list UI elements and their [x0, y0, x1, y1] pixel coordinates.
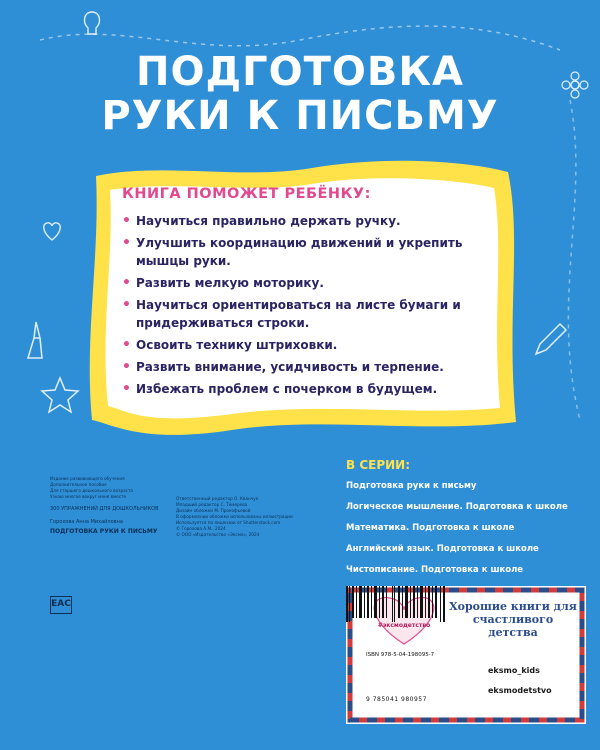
postage-stamp-block	[346, 586, 586, 724]
benefit-item: • Освоить технику штриховки.	[122, 336, 502, 354]
imprint-line: Для старшего дошкольного возраста	[50, 488, 133, 493]
imprint-right-column	[176, 496, 326, 538]
book-title-line-2: РУКИ К ПИСЬМУ	[101, 93, 499, 139]
imprint-category: 300 УПРАЖНЕНИЙ ДЛЯ ДОШКОЛЬНИКОВ	[50, 506, 159, 512]
brush-icon	[20, 320, 50, 360]
card-heading: КНИГА ПОМОЖЕТ РЕБЁНКУ:	[122, 186, 371, 202]
imprint-line: В оформлении обложки использованы иллюстрации	[176, 514, 293, 519]
series-heading: В СЕРИИ:	[346, 458, 411, 472]
star-icon	[40, 375, 80, 415]
stamp-slogan: Хорошие книги для счастливого детства	[449, 600, 577, 639]
imprint-left-column	[50, 476, 170, 536]
imprint-author: Горохова Анна Михайловна	[50, 519, 123, 525]
series-item: Английский язык. Подготовка к школе	[346, 544, 539, 554]
barcode-number: 9 785041 980957	[366, 696, 427, 703]
series-item: Подготовка руки к письму	[346, 481, 477, 491]
heart-icon	[40, 220, 64, 242]
imprint-line: Издание развивающего обучения	[50, 476, 125, 481]
series-item: Математика. Подготовка к школе	[346, 523, 515, 533]
imprint-line: Узнаю многое вокруг меня вместе	[50, 494, 127, 499]
benefits-card	[82, 158, 522, 436]
benefit-item: • Научиться правильно держать ручку.	[122, 212, 502, 230]
imprint-line: Дизайн обложки М. Прокофьевой	[176, 508, 251, 513]
imprint-line: Младший редактор С. Темерева	[176, 502, 248, 507]
social-handle-detstvo: eksmodetstvo	[488, 686, 552, 695]
series-list	[346, 458, 596, 585]
social-handle-kids: eksmo_kids	[488, 666, 540, 675]
imprint-block	[0, 466, 340, 750]
series-item: Чистописание. Подготовка к школе	[346, 565, 524, 575]
benefit-item: • Научиться ориентироваться на листе бумаги и придерживаться строки.	[122, 296, 502, 332]
pencil-icon	[530, 320, 570, 360]
imprint-line: Ответственный редактор О. Кванчук	[176, 496, 259, 501]
imprint-line: Дополнительное пособие	[50, 482, 107, 487]
barcode-icon	[346, 586, 446, 622]
isbn-text: ISBN 978-5-04-198095-7	[366, 652, 435, 658]
hashtag-label: #эксмодетство	[377, 622, 431, 629]
benefit-item: • Улучшить координацию движений и укрепить мышцы руки.	[122, 234, 502, 270]
benefit-item: • Развить внимание, усидчивость и терпение.	[122, 358, 502, 376]
lightbulb-icon	[80, 10, 104, 40]
series-item: Логическое мышление. Подготовка к школе	[346, 502, 568, 512]
imprint-line: Используется по лицензии от Shutterstock.com	[176, 520, 281, 525]
eac-mark: EAC	[50, 596, 72, 614]
imprint-line: © Горохова А.М., 2024	[176, 526, 226, 531]
book-title-line-1: ПОДГОТОВКА	[135, 49, 465, 95]
imprint-line: © ООО «Издательство «Эксмо», 2024	[176, 532, 260, 537]
imprint-book-title: ПОДГОТОВКА РУКИ К ПИСЬМУ	[50, 528, 158, 535]
benefit-item: • Развить мелкую моторику.	[122, 274, 502, 292]
benefit-item: • Избежать проблем с почерком в будущем.	[122, 380, 502, 398]
